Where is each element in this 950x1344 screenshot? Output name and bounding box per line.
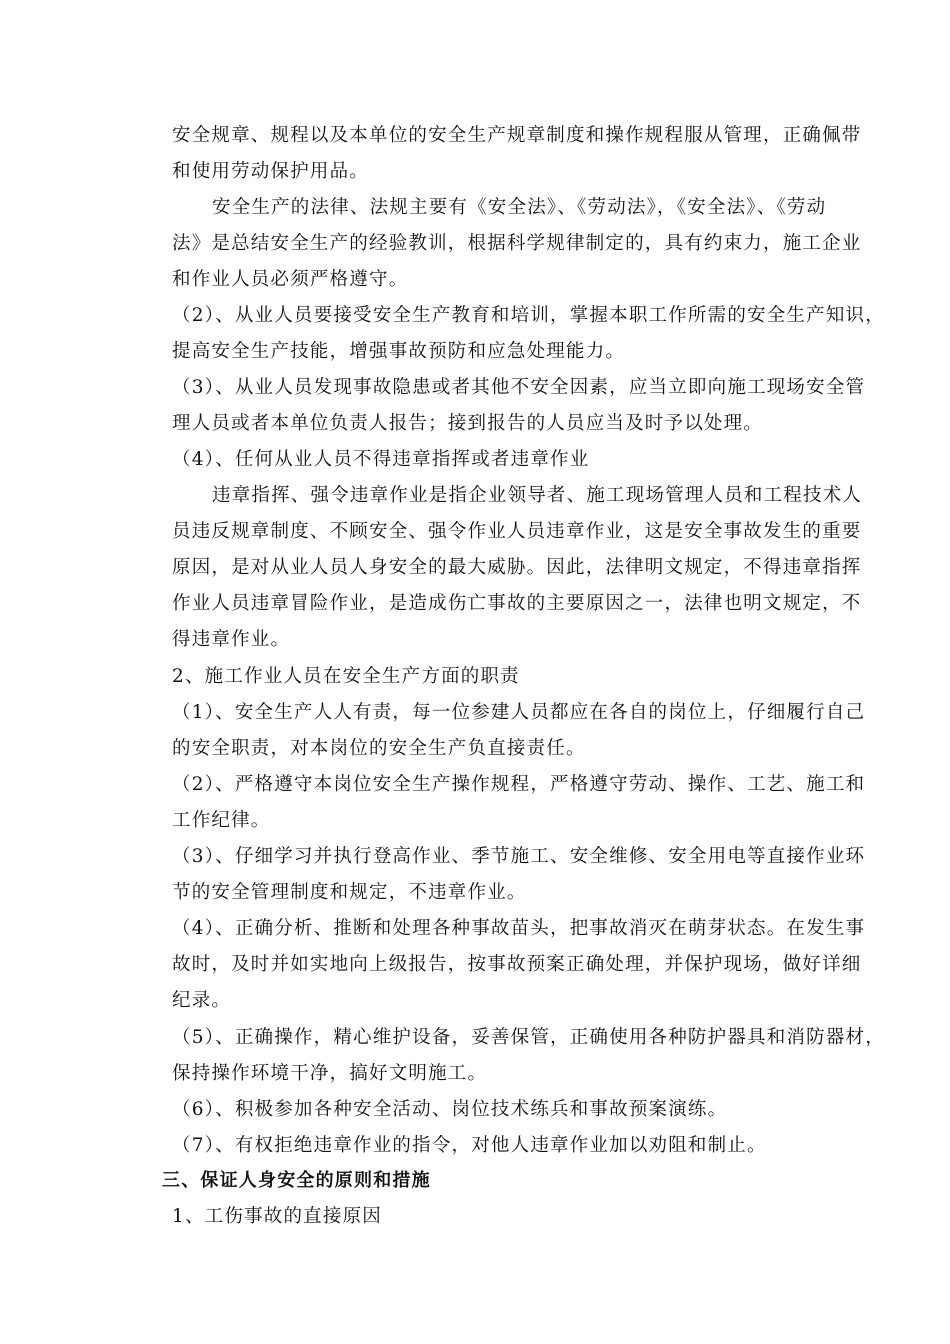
subsection-heading: 1、工伤事故的直接原因 — [172, 1206, 382, 1227]
text-line: 节的安全管理制度和规定，不违章作业。 — [172, 882, 527, 903]
text-line: 员违反规章制度、不顾安全、强令作业人员违章作业，这是安全事故发生的重要 — [172, 521, 862, 542]
text-line: 安全规章、规程以及本单位的安全生产规章制度和操作规程服从管理，正确佩带 — [172, 125, 862, 146]
text-line: （2）、严格遵守本岗位安全生产操作规程，严格遵守劳动、操作、工艺、施工和 — [172, 774, 866, 795]
text-line: 和使用劳动保护用品。 — [172, 161, 370, 182]
text-line: 作业人员违章冒险作业，是造成伤亡事故的主要原因之一，法律也明文规定，不 — [172, 593, 862, 614]
text-line: 理人员或者本单位负责人报告；接到报告的人员应当及时予以处理。 — [172, 413, 764, 434]
text-line: （7）、有权拒绝违章作业的指令，对他人违章作业加以劝阻和制止。 — [172, 1135, 767, 1156]
text-line: 和作业人员必须严格遵守。 — [172, 269, 409, 290]
text-line: 纪录。 — [172, 990, 232, 1011]
text-line: 故时，及时并如实地向上级报告，按事故预案正确处理，并保护现场，做好详细 — [172, 954, 862, 975]
text-line: 法》是总结安全生产的经验教训，根据科学规律制定的，具有约束力，施工企业 — [172, 233, 862, 254]
section-heading: 2、施工作业人员在安全生产方面的职责 — [172, 666, 520, 687]
text-line: 工作纪律。 — [172, 810, 271, 831]
text-line: （3）、仔细学习并执行登高作业、季节施工、安全维修、安全用电等直接作业环 — [172, 846, 866, 867]
text-line: 安全生产的法律、法规主要有《安全法》、《劳动法》，《安全法》、《劳动 — [212, 197, 827, 218]
text-line: （4）、任何从业人员不得违章指挥或者违章作业 — [172, 449, 590, 470]
text-line: （3）、从业人员发现事故隐患或者其他不安全因素，应当立即向施工现场安全管 — [172, 377, 866, 398]
text-line: 原因，是对从业人员人身安全的最大威胁。因此，法律明文规定，不得违章指挥 — [172, 557, 862, 578]
text-line: 的安全职责，对本岗位的安全生产负直接责任。 — [172, 738, 586, 759]
text-line: 保持操作环境干净，搞好文明施工。 — [172, 1063, 488, 1084]
chapter-heading: 三、保证人身安全的原则和措施 — [162, 1170, 431, 1191]
text-line: （4）、正确分析、推断和处理各种事故苗头，把事故消灭在萌芽状态。在发生事 — [172, 918, 866, 939]
text-line: （5）、正确操作，精心维护设备，妥善保管，正确使用各种防护器具和消防器材， — [172, 1027, 885, 1048]
text-line: （1）、安全生产人人有责，每一位参建人员都应在各自的岗位上，仔细履行自己 — [172, 702, 866, 723]
text-line: （6）、积极参加各种安全活动、岗位技术练兵和事故预案演练。 — [172, 1099, 728, 1120]
text-line: （2）、从业人员要接受安全生产教育和培训，掌握本职工作所需的安全生产知识， — [172, 305, 885, 326]
text-line: 违章指挥、强令违章作业是指企业领导者、施工现场管理人员和工程技术人 — [212, 485, 863, 506]
text-line: 提高安全生产技能，增强事故预防和应急处理能力。 — [172, 341, 626, 362]
text-line: 得违章作业。 — [172, 629, 291, 650]
